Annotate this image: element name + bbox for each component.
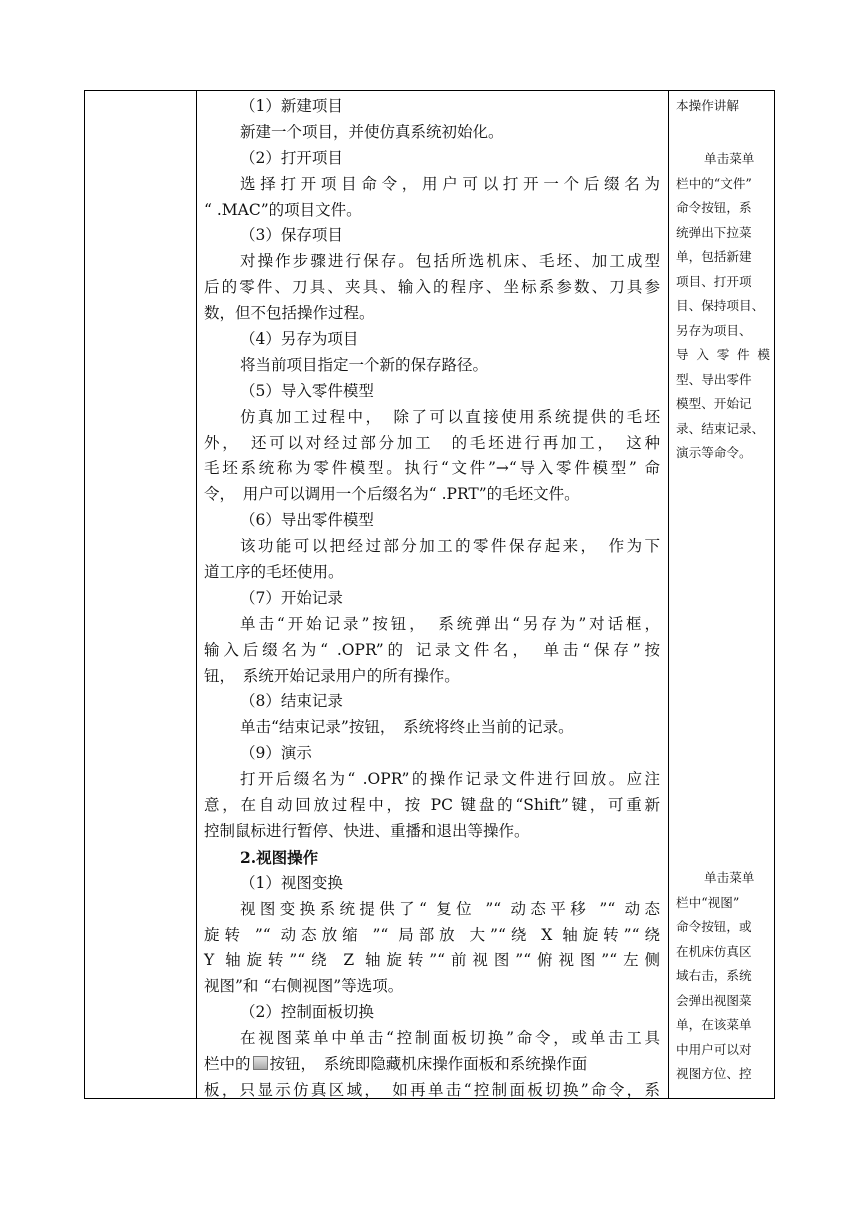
side-note-line: 本操作讲解 (676, 98, 739, 113)
paragraph-line: 仿真加工过程中， 除了可以直接使用系统提供的毛坯 (240, 407, 660, 426)
side-note-line: 在机床仿真区 (676, 943, 752, 959)
paragraph-line: 单击“开始记录”按钮， 系统弹出“另存为”对话框， (240, 614, 660, 633)
side-note-line: 目、保持项目、 (676, 298, 765, 313)
side-note-view-menu (676, 866, 770, 1087)
paragraph-line: 在视图菜单中单击“控制面板切换”命令，或单击工具 (240, 1029, 660, 1048)
heading-stop-recording: （8）结束记录 (240, 692, 343, 711)
paragraph-fragment: 栏中的 (204, 1054, 251, 1073)
side-note-line: 单击菜单 (704, 151, 755, 166)
paragraph-line: 意，在自动回放过程中，按 PC 键盘的“Shift”键，可重新 (204, 796, 660, 815)
paragraph-line: 新建一个项目，并使仿真系统初始化。 (240, 122, 504, 141)
side-note-line: 命令按钮，系 (676, 200, 752, 215)
paragraph-line: 将当前项目指定一个新的保存路径。 (240, 355, 489, 374)
paragraph-fragment: 按钮， 系统即隐藏机床操作面板和系统操作面 (269, 1054, 588, 1073)
side-note-line: 中用户可以对 (676, 1041, 752, 1057)
side-note-file-menu (676, 147, 770, 466)
paragraph-line: “ .MAC”的项目文件。 (204, 200, 362, 219)
side-note-top (676, 94, 770, 119)
side-note-line: 录、结束记录、 (676, 420, 765, 436)
side-note-line: 域右击，系统 (676, 968, 752, 983)
paragraph-line: 旋转 ”“ 动态放缩 ”“ 局部放 大”“绕 X 轴旋转”“绕 (204, 925, 660, 944)
paragraph-line: 道工序的毛坯使用。 (204, 563, 344, 582)
control-panel-toggle-icon (253, 1056, 268, 1070)
main-content-column (204, 94, 660, 1104)
side-note-line: 会弹出视图菜 (676, 992, 752, 1008)
heading-export-part-model: （6）导出零件模型 (240, 511, 374, 530)
side-note-line: 单击菜单 (704, 870, 755, 885)
side-note-line: 另存为项目、 (676, 322, 752, 338)
heading-save-project: （3）保存项目 (240, 226, 343, 245)
paragraph-line: 视图变换系统提供了“ 复位 ”“ 动态平移 ”“ 动态 (240, 899, 660, 918)
paragraph-line: 毛坯系统称为零件模型。执行“文件”→“导入零件模型” 命 (204, 459, 660, 478)
paragraph-line: 外， 还可以对经过部分加工 的毛坯进行再加工， 这种 (204, 433, 660, 452)
side-note-line: 命令按钮，或 (676, 919, 752, 934)
paragraph-line: 对操作步骤进行保存。包括所选机床、毛坯、加工成型 (240, 252, 660, 271)
paragraph-line: Y 轴旋转”“绕 Z 轴旋转”“前视图”“俯视图”“左侧 (204, 951, 660, 970)
side-note-line: 栏中的“文件” (676, 175, 752, 191)
side-note-line: 导入零件模 (676, 347, 770, 362)
paragraph-line: 打开后缀名为“ .OPR”的操作记录文件进行回放。应注 (240, 770, 660, 789)
side-note-line: 模型、开始记 (676, 396, 752, 411)
section-title-view-operation: 2.视图操作 (240, 847, 319, 867)
heading-start-recording: （7）开始记录 (240, 588, 343, 607)
paragraph-line: 数，但不包括操作过程。 (204, 304, 375, 323)
paragraph-line: 选择打开项目命令，用户可以打开一个后缀名为 (240, 174, 660, 193)
paragraph-line: 输入后缀名为“ .OPR”的 记录文件名， 单击“保存”按 (204, 640, 660, 659)
paragraph-line: 板，只显示仿真区域， 如再单击“控制面板切换”命令，系 (204, 1080, 660, 1099)
side-note-line: 演示等命令。 (676, 445, 752, 460)
side-note-line: 单，包括新建 (676, 249, 752, 264)
heading-demo: （9）演示 (240, 744, 312, 763)
side-note-line: 栏中“视图” (676, 894, 740, 910)
heading-view-transform: （1）视图变换 (240, 873, 343, 892)
column-divider-left (196, 91, 197, 1098)
side-note-line: 视图方位、控 (676, 1066, 752, 1081)
side-note-line: 项目、打开项 (676, 273, 752, 289)
heading-control-panel-switch: （2）控制面板切换 (240, 1003, 374, 1022)
heading-save-as-project: （4）另存为项目 (240, 330, 359, 349)
column-divider-right (668, 91, 669, 1098)
paragraph-line: 控制鼠标进行暂停、快进、重播和退出等操作。 (204, 821, 530, 840)
paragraph-line: 钮， 系统开始记录用户的所有操作。 (204, 666, 460, 685)
heading-open-project: （2）打开项目 (240, 148, 343, 167)
side-note-line: 统弹出下拉菜 (676, 224, 752, 240)
side-note-line: 型、导出零件 (676, 371, 752, 387)
paragraph-line: 令， 用户可以调用一个后缀名为“ .PRT”的毛坯文件。 (204, 485, 580, 504)
paragraph-line: 视图”和 “右侧视图”等选项。 (204, 977, 404, 996)
paragraph-line: 该功能可以把经过部分加工的零件保存起来， 作为下 (240, 537, 660, 556)
paragraph-line: 单击“结束记录”按钮， 系统将终止当前的记录。 (240, 718, 574, 737)
side-note-line: 单，在该菜单 (676, 1017, 752, 1032)
heading-import-part-model: （5）导入零件模型 (240, 381, 374, 400)
paragraph-line: 后的零件、刀具、夹具、输入的程序、坐标系参数、刀具参 (204, 278, 660, 297)
heading-new-project: （1）新建项目 (240, 97, 343, 115)
paragraph-line-with-icon (204, 1052, 660, 1078)
